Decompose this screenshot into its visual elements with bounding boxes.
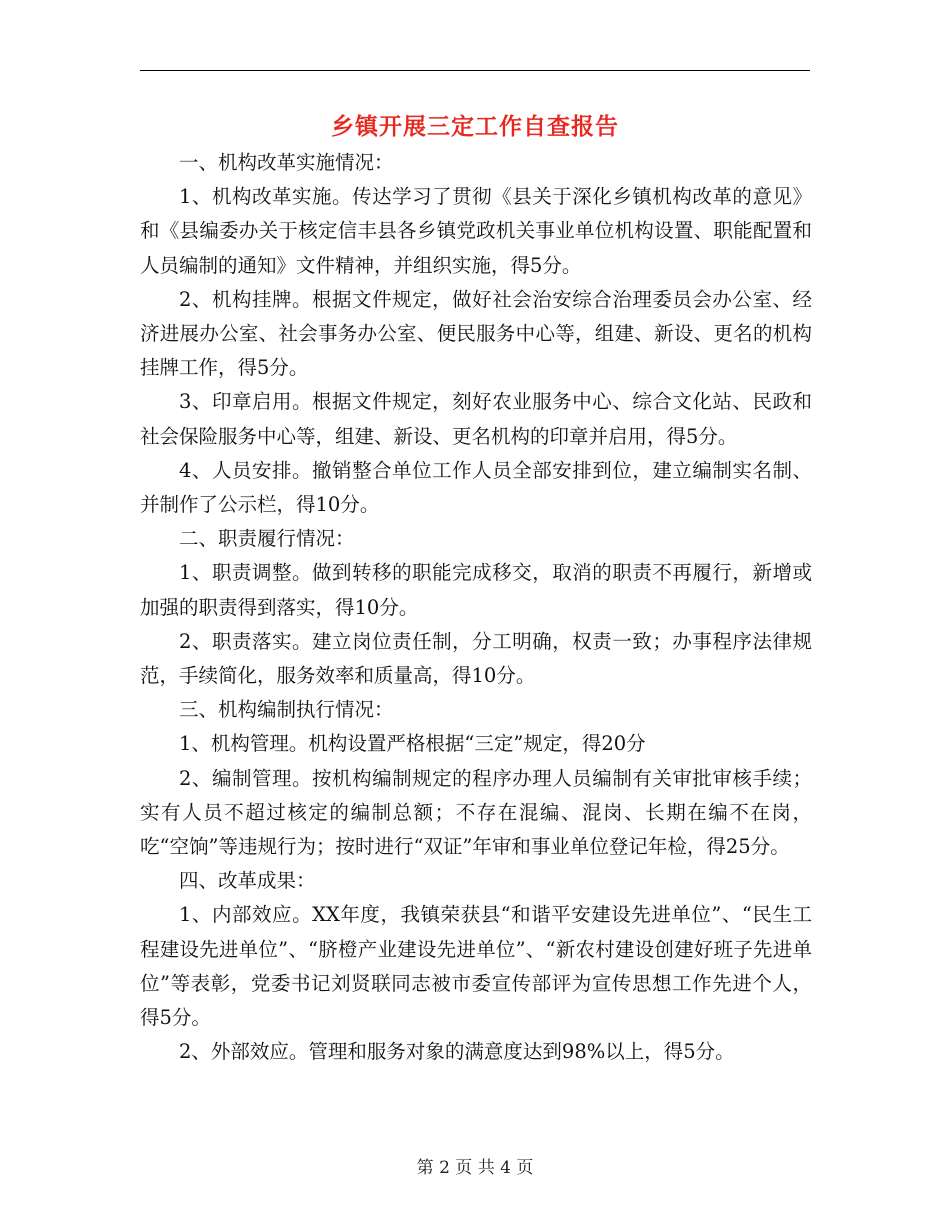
section-heading-4: 四、改革成果：: [179, 869, 316, 893]
document-title: 乡镇开展三定工作自查报告: [331, 113, 619, 140]
section-heading-2: 二、职责履行情况：: [179, 527, 355, 551]
paragraph: 1、职责调整。做到转移的职能完成移交，取消的职责不再履行，新增或加强的职责得到落实，得10分。: [140, 561, 812, 619]
paragraph: 2、外部效应。管理和服务对象的满意度达到98%以上，得5分。: [179, 1040, 735, 1064]
paragraph: 1、机构改革实施。传达学习了贯彻《县关于深化乡镇机构改革的意见》和《县编委办关于核定信丰县各乡镇党政机关事业单位机构设置、职能配置和人员编制的通知》文件精神，并组织实施，得5分。: [140, 185, 812, 277]
paragraph: 1、机构管理。机构设置严格根据“三定”规定，得20分: [179, 732, 646, 756]
paragraph: 2、职责落实。建立岗位责任制，分工明确，权责一致；办事程序法律规范，手续简化，服务效率和质量高，得10分。: [140, 629, 812, 688]
page-number: 第 2 页 共 4 页: [416, 1158, 534, 1178]
section-heading-3: 三、机构编制执行情况：: [179, 698, 394, 722]
paragraph: 2、编制管理。按机构编制规定的程序办理人员编制有关审批审核手续；实有人员不超过核定的编制总额；不存在混编、混岗、长期在编不在岗，吃“空饷”等违规行为；按时进行“双证”年审和事业单位登记年检，得25分。: [140, 766, 812, 859]
header-rule: [140, 70, 810, 71]
document-body: [140, 146, 812, 1069]
paragraph: 3、印章启用。根据文件规定，刻好农业服务中心、综合文化站、民政和社会保险服务中心等，组建、新设、更名机构的印章并启用，得5分。: [140, 390, 812, 448]
section-heading-1: 一、机构改革实施情况：: [179, 151, 394, 174]
paragraph: 2、机构挂牌。根据文件规定，做好社会治安综合治理委员会办公室、经济进展办公室、社会事务办公室、便民服务中心等，组建、新设、更名的机构挂牌工作，得5分。: [140, 287, 812, 380]
paragraph: 4、人员安排。撤销整合单位工作人员全部安排到位，建立编制实名制、并制作了公示栏，得10分。: [140, 458, 812, 517]
paragraph: 1、内部效应。XX年度，我镇荣获县“和谐平安建设先进单位”、“民生工程建设先进单位”、“脐橙产业建设先进单位”、“新农村建设创建好班子先进单位”等表彰，党委书记刘贤联同志被市委宣传部评为宣传思想工作先进个人，得5分。: [140, 903, 812, 1030]
